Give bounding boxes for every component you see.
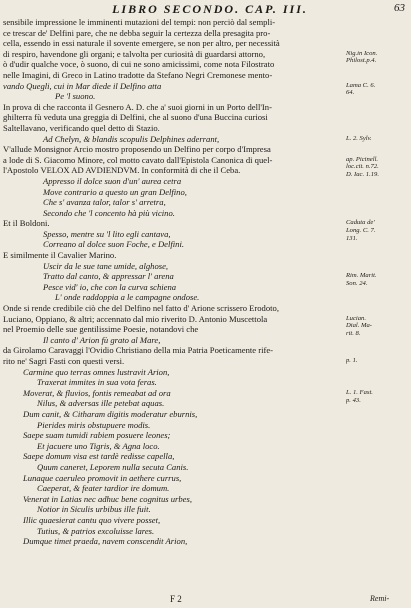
page-number: 63 bbox=[394, 2, 405, 14]
text-line: L' onde raddoppia a le campagne ondose. bbox=[55, 292, 200, 303]
text-line: cella, essendo in essi naturale il sovente emergere, se non per altro, per necessità bbox=[3, 38, 280, 49]
text-line: Onde si rende credibile ciò che del Delfino nel fatto d' Arione scrissero Erodoto, bbox=[3, 303, 279, 314]
text-line: nel Proemio delle sue gentilissime Poesie, notandovi che bbox=[3, 324, 199, 335]
text-line: Et il Boldoni. bbox=[3, 218, 50, 229]
margin-note-line: Caduta de' bbox=[346, 219, 375, 227]
page-footer bbox=[0, 594, 411, 606]
margin-note bbox=[346, 156, 408, 179]
margin-note-line: Lama C. 6. bbox=[346, 81, 376, 89]
text-line: sensibile impressione le imminenti mutazioni del tempi: non perciò dal sempli- bbox=[3, 17, 276, 27]
text-line: Quum caneret, Leporem nulla secuta Canis. bbox=[37, 461, 189, 472]
text-line: Appresso il dolce suon d'un' aurea cetra bbox=[43, 175, 182, 186]
text-line: Correano al dolce suon Foche, e Delfini. bbox=[43, 239, 184, 250]
margin-note-line: 131. bbox=[346, 234, 358, 242]
text-line: Pesce vid' io, che con la curva schiena bbox=[43, 281, 177, 292]
text-line: Luciano, Oppiano, & altri; accennato dal mio riverito D. Antonio Muscettola bbox=[3, 313, 268, 324]
margin-note bbox=[346, 219, 408, 242]
text-line: Lunaque caeruleo promovit in aethere currus, bbox=[23, 472, 182, 483]
text-line: Caeperat, & feater tardior ire domum. bbox=[37, 483, 170, 494]
text-line: Dumque timet praeda, navem conscendit Arion, bbox=[23, 536, 188, 547]
margin-note-line: Nig.in Icon. bbox=[346, 49, 378, 57]
margin-note bbox=[346, 357, 408, 365]
text-line: l'Apostolo VELOX AD AVDIENDVM. In conformità di che il Ceba. bbox=[3, 165, 241, 176]
margin-note-line: p. 1. bbox=[346, 357, 358, 365]
margin-note bbox=[346, 315, 408, 338]
text-line: Et jacuere uno Tigris, & Agna loco. bbox=[37, 440, 160, 451]
margin-note-line: loc.cit. n.72. bbox=[346, 163, 379, 171]
margin-note-line: Son. 24. bbox=[346, 279, 368, 287]
text-line: Pe 'l suono. bbox=[55, 91, 96, 102]
text-line: Saepe suam tumidi rabiem posuere leones; bbox=[23, 430, 171, 441]
text-line: Venerat in Latias nec adhuc bene cognitus urbes, bbox=[23, 493, 192, 504]
margin-note-line: ap. Picinell. bbox=[346, 155, 379, 163]
signature-mark: F 2 bbox=[170, 594, 182, 604]
text-line: Secondo che 'l concento hà più vicino. bbox=[43, 207, 175, 218]
text-line: E similmente il Cavalier Marino. bbox=[3, 250, 117, 261]
margin-note bbox=[346, 82, 408, 97]
margin-note-line: L. 2. Sylv. bbox=[346, 134, 372, 142]
text-line: Spesso, mentre su 'l lito egli cantava, bbox=[43, 228, 171, 239]
text-line: Dum canit, & Citharam digitis moderatur eburnis, bbox=[23, 408, 198, 419]
text-line: Tratto dal canto, & appressar l' arena bbox=[43, 271, 174, 282]
margin-note bbox=[346, 272, 408, 287]
text-line: Notior in Siculis urbibus ille fuit. bbox=[37, 504, 151, 515]
text-line: Traxerat immites in sua vota feras. bbox=[37, 377, 157, 388]
text-line: Move contrario a questo un gran Delfino, bbox=[43, 186, 187, 197]
margin-note-line: 64. bbox=[346, 89, 355, 97]
main-text bbox=[3, 17, 340, 547]
text-line: Carmine quo terras omnes lustravit Arion, bbox=[23, 366, 170, 377]
margin-note-line: L. 1. Fast. bbox=[346, 389, 373, 396]
text-line: Moverat, & fluvios, fontis remeabat ad ora bbox=[23, 387, 171, 398]
text-line: In prova di che racconta il Gesnero A. D. che a' suoi giorni in un Porto dell'In- bbox=[3, 101, 272, 112]
margin-note bbox=[346, 389, 408, 404]
text-line: Tutius, & patrios excoluisse lares. bbox=[37, 525, 155, 536]
margin-note-line: rit. 8. bbox=[346, 329, 361, 337]
text-line: Che s' avanza talor, talor s' arretra, bbox=[43, 197, 166, 208]
text-line: Ad Chelyn, & blandis scopulis Delphines aderrant, bbox=[43, 133, 220, 144]
margin-note-line: Lucian. bbox=[346, 314, 366, 322]
text-line: ò d'udir qualche voce, ò suono, di cui ne sono amicissimi, come nota Filostrato bbox=[3, 59, 275, 70]
text-line: Saltellavano, verificando quel detto di Stazio. bbox=[3, 122, 160, 133]
running-title: LIBRO SECONDO. CAP. III. bbox=[112, 2, 308, 16]
text-line: V'allude Monsignor Arcio mostro proposendo un Delfino per corpo d'Impresa bbox=[3, 144, 271, 155]
margin-note bbox=[346, 50, 408, 65]
text-line: nelle Imagini, di Greco in Latino tradotte da Stefano Negri Cremonese mento- bbox=[3, 69, 273, 80]
text-line: rito ne' Sagri Fasti con questi versi. bbox=[3, 356, 125, 366]
text-line: di respiro, havendone gli organi; e talvolta per curiosità di guardarsi attorno, bbox=[3, 48, 266, 59]
margin-note-line: Philost.p.4. bbox=[346, 57, 377, 65]
text-line: Uscir da le sue tane umide, alghose, bbox=[43, 260, 169, 271]
catchword: Remi- bbox=[370, 594, 390, 603]
text-line: Pierides miris obstupuere modis. bbox=[37, 419, 151, 430]
margin-note-line: Rim. Marit. bbox=[346, 272, 377, 280]
margin-note-line: Dial. Ma- bbox=[346, 322, 373, 330]
text-line: Saepe domum visa est tardè redisse capella, bbox=[23, 451, 175, 462]
margin-note bbox=[346, 135, 408, 143]
page-header bbox=[0, 2, 411, 16]
margin-note-line: p. 43. bbox=[346, 396, 361, 404]
margin-note-line: D. Iac. 1.19. bbox=[346, 170, 379, 178]
text-line: Il canto d' Arion fù grato al Mare, bbox=[43, 334, 161, 345]
text-line: ce trescar de' Delfini pare, che ne debba seguir la certezza della presagita pro- bbox=[3, 27, 271, 38]
margin-note-line: Long. C. 7. bbox=[346, 226, 376, 234]
text-line: Illic quaesierat cantu quo vivere posset, bbox=[23, 514, 161, 525]
text-line: Nilus, & adversas ille petebat aquas. bbox=[37, 398, 165, 409]
text-line: ghilterra fù veduta una greggia di Delfini, che al suono d'una Buccina curiosi bbox=[3, 112, 268, 123]
text-line: da Girolamo Caravaggi l'Ovidio Christiano della mia Patria Poeticamente rife- bbox=[3, 345, 274, 356]
text-line: a lode di S. Giacomo Minore, col motto cavato dall'Epistola Canonica di quel- bbox=[3, 154, 273, 165]
text-line: vando Quegli, cui in Mar diede il Delfino atta bbox=[3, 80, 162, 91]
